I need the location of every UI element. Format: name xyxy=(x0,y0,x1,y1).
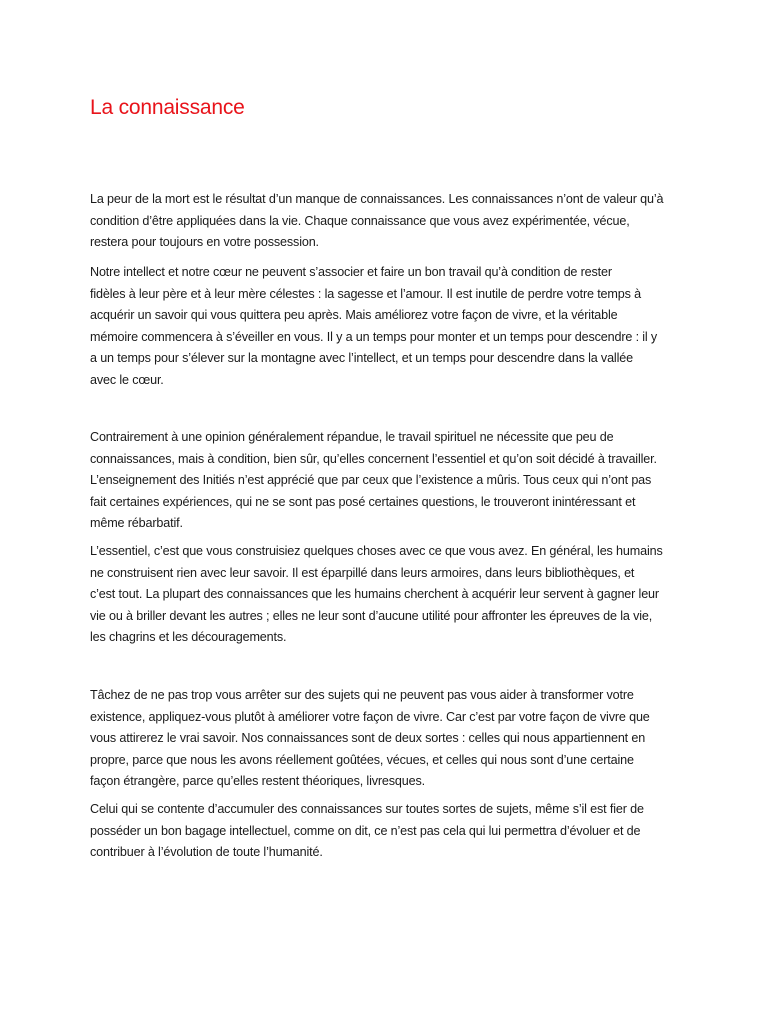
paragraph-line: acquérir un savoir qui vous quittera peu après. Mais améliorez votre façon de vivre, et la véritable xyxy=(90,308,618,322)
paragraph-line: avec le cœur. xyxy=(90,372,164,387)
paragraph-line: Notre intellect et notre cœur ne peuvent s’associer et faire un bon travail qu’à condition de rester xyxy=(90,265,612,279)
paragraph-line: restera pour toujours en votre possession. xyxy=(90,235,319,249)
paragraph-line: Contrairement à une opinion généralement répandue, le travail spirituel ne nécessite que peu de xyxy=(90,430,614,444)
paragraph-line: propre, parce que nous les avons réellement goûtées, vécues, et celles qui nous sont d’une certaine xyxy=(90,752,634,767)
paragraph-line: fait certaines expériences, qui ne se sont pas posé certaines questions, le trouveront inintéressant et xyxy=(90,494,636,509)
paragraph xyxy=(90,799,690,864)
paragraph-line: a un temps pour s’élever sur la montagne avec l’intellect, et un temps pour descendre dans la vallée xyxy=(90,351,633,365)
paragraph xyxy=(90,541,690,649)
paragraph-line: Tâchez de ne pas trop vous arrêter sur des sujets qui ne peuvent pas vous aider à transformer votre xyxy=(90,688,634,702)
paragraph-line: L’essentiel, c’est que vous construisiez quelques choses avec ce que vous avez. En général, les humains xyxy=(90,544,663,558)
paragraph-line: connaissances, mais à condition, bien sûr, qu’elles concernent l’essentiel et qu’on soit décidé à travailler. xyxy=(90,451,657,466)
paragraph-line: même rébarbatif. xyxy=(90,516,183,530)
paragraph-line: vous attirerez le vrai savoir. Nos connaissances sont de deux sortes : celles qui nous appartiennent en xyxy=(90,731,646,745)
paragraph-line: condition d’être appliquées dans la vie. Chaque connaissance que vous avez expérimentée, vécue, xyxy=(90,213,630,228)
paragraph-line: contribuer à l’évolution de toute l’humanité. xyxy=(90,845,323,859)
paragraph-line: Celui qui se contente d’accumuler des connaissances sur toutes sortes de sujets, même s’il est fier de xyxy=(90,802,644,816)
paragraph-line: façon étrangère, parce qu’elles restent théoriques, livresques. xyxy=(90,774,425,788)
paragraph-line: existence, appliquez-vous plutôt à améliorer votre façon de vivre. Car c’est par votre façon de vivre que xyxy=(90,709,650,724)
paragraph xyxy=(90,262,690,391)
paragraph-line: c’est tout. La plupart des connaissances que les humains cherchent à acquérir leur servent à gagner leur xyxy=(90,587,659,601)
paragraph-line: La peur de la mort est le résultat d’un manque de connaissances. Les connaissances n’ont de valeur qu’à xyxy=(90,192,664,206)
paragraph xyxy=(90,685,690,793)
paragraph-line: fidèles à leur père et à leur mère célestes : la sagesse et l’amour. Il est inutile de perdre votre temps à xyxy=(90,286,641,301)
paragraph-line: L’enseignement des Initiés n’est apprécié que par ceux que l’existence a mûris. Tous ceux qui n’ont pas xyxy=(90,473,652,487)
paragraph-line: vie ou à briller devant les autres ; elles ne leur sont d’aucune utilité pour affronter les épreuves de la vie, xyxy=(90,608,653,623)
paragraph-line: les chagrins et les découragements. xyxy=(90,630,287,644)
paragraph xyxy=(90,427,690,535)
paragraph-line: mémoire commencera à s’éveiller en vous. Il y a un temps pour monter et un temps pour descendre : il y xyxy=(90,329,658,344)
document-title: La connaissance xyxy=(90,96,245,119)
paragraph-line: ne construisent rien avec leur savoir. Il est éparpillé dans leurs armoires, dans leurs bibliothèques, et xyxy=(90,565,635,580)
paragraph-line: posséder un bon bagage intellectuel, comme on dit, ce n’est pas cela qui lui permettra d’évoluer et de xyxy=(90,823,641,838)
paragraph xyxy=(90,189,690,254)
